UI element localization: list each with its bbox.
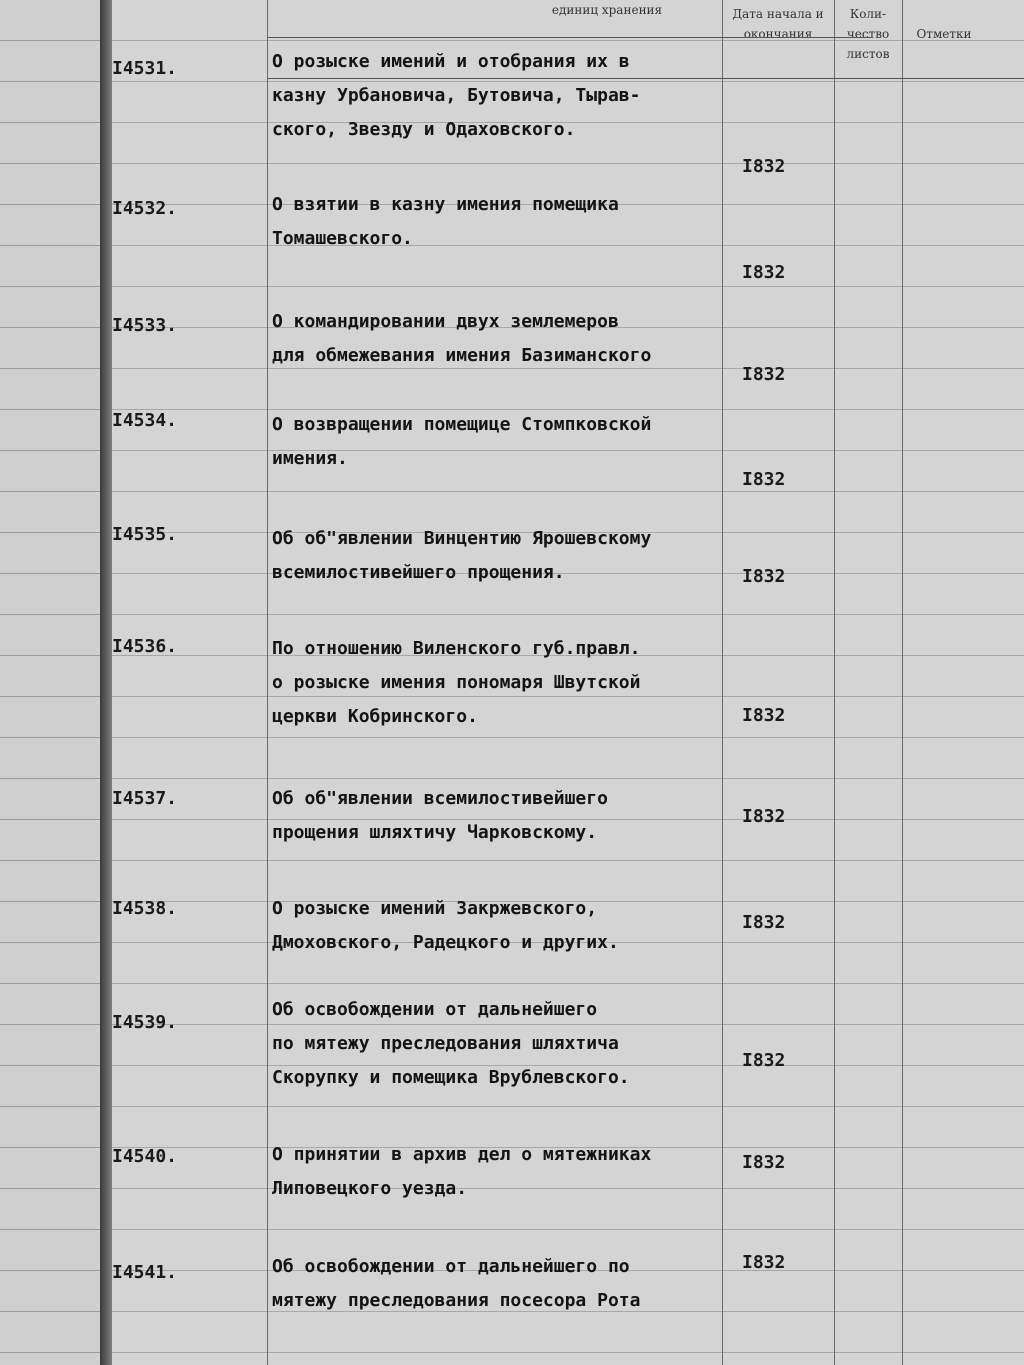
record-date: I832 — [742, 1152, 786, 1173]
record-title: Об освобождении от дальнейшего по мятежу преследования посесора Рота — [272, 1256, 641, 1311]
column-divider — [902, 0, 903, 1365]
record-number: I4539. — [112, 1012, 178, 1033]
record-title: По отношению Виленского губ.правл. о розыске имения пономаря Швутской церкви Кобринского. — [272, 638, 641, 727]
column-divider — [834, 0, 835, 1365]
record-date: I832 — [742, 806, 786, 827]
header-sheets-column: Коли-чество листов — [846, 7, 890, 61]
record-date: I832 — [742, 469, 786, 490]
header-notes-column: Отметки — [916, 27, 972, 41]
record-number: I4534. — [112, 410, 178, 431]
record-title: Об освобождении от дальнейшего по мятежу преследования шляхтича Скорупку и помещика Врублевского. — [272, 999, 630, 1088]
record-title: О возвращении помещице Стомпковской имения. — [272, 414, 652, 469]
record-date: I832 — [742, 1050, 786, 1071]
record-title: О розыске имений и отобрания их в казну Урбановича, Бутовича, Тырав- ского, Звезду и Одаховского. — [272, 51, 641, 140]
record-date: I832 — [742, 705, 786, 726]
record-date: I832 — [742, 566, 786, 587]
record-title: О взятии в казну имения помещика Томашевского. — [272, 194, 619, 249]
record-number: I4540. — [112, 1146, 178, 1167]
record-number: I4533. — [112, 315, 178, 336]
record-number: I4538. — [112, 898, 178, 919]
record-title: О командировании двух землемеров для обмежевания имения Базиманского — [272, 311, 652, 366]
record-title: О розыске имений Закржевского, Дмоховского, Радецкого и других. — [272, 898, 619, 953]
record-date: I832 — [742, 156, 786, 177]
record-title: О принятии в архив дел о мятежниках Липовецкого уезда. — [272, 1144, 652, 1199]
record-number: I4531. — [112, 58, 178, 79]
record-date: I832 — [742, 262, 786, 283]
record-date: I832 — [742, 364, 786, 385]
header-dates-column: Дата начала и окончания — [732, 7, 824, 41]
record-number: I4535. — [112, 524, 178, 545]
header-title-column: единиц хранения — [551, 3, 663, 17]
record-number: I4537. — [112, 788, 178, 809]
record-title: Об об"явлении всемилостивейшего прощения шляхтичу Чарковскому. — [272, 788, 608, 843]
record-title: Об об"явлении Винцентию Ярошевскому всемилостивейшего прощения. — [272, 528, 652, 583]
record-number: I4541. — [112, 1262, 178, 1283]
record-number: I4532. — [112, 198, 178, 219]
record-number: I4536. — [112, 636, 178, 657]
record-date: I832 — [742, 912, 786, 933]
header-rule — [267, 37, 872, 38]
ledger-page — [112, 0, 1024, 1365]
record-date: I832 — [742, 1252, 786, 1273]
previous-page-edge — [0, 0, 102, 1365]
